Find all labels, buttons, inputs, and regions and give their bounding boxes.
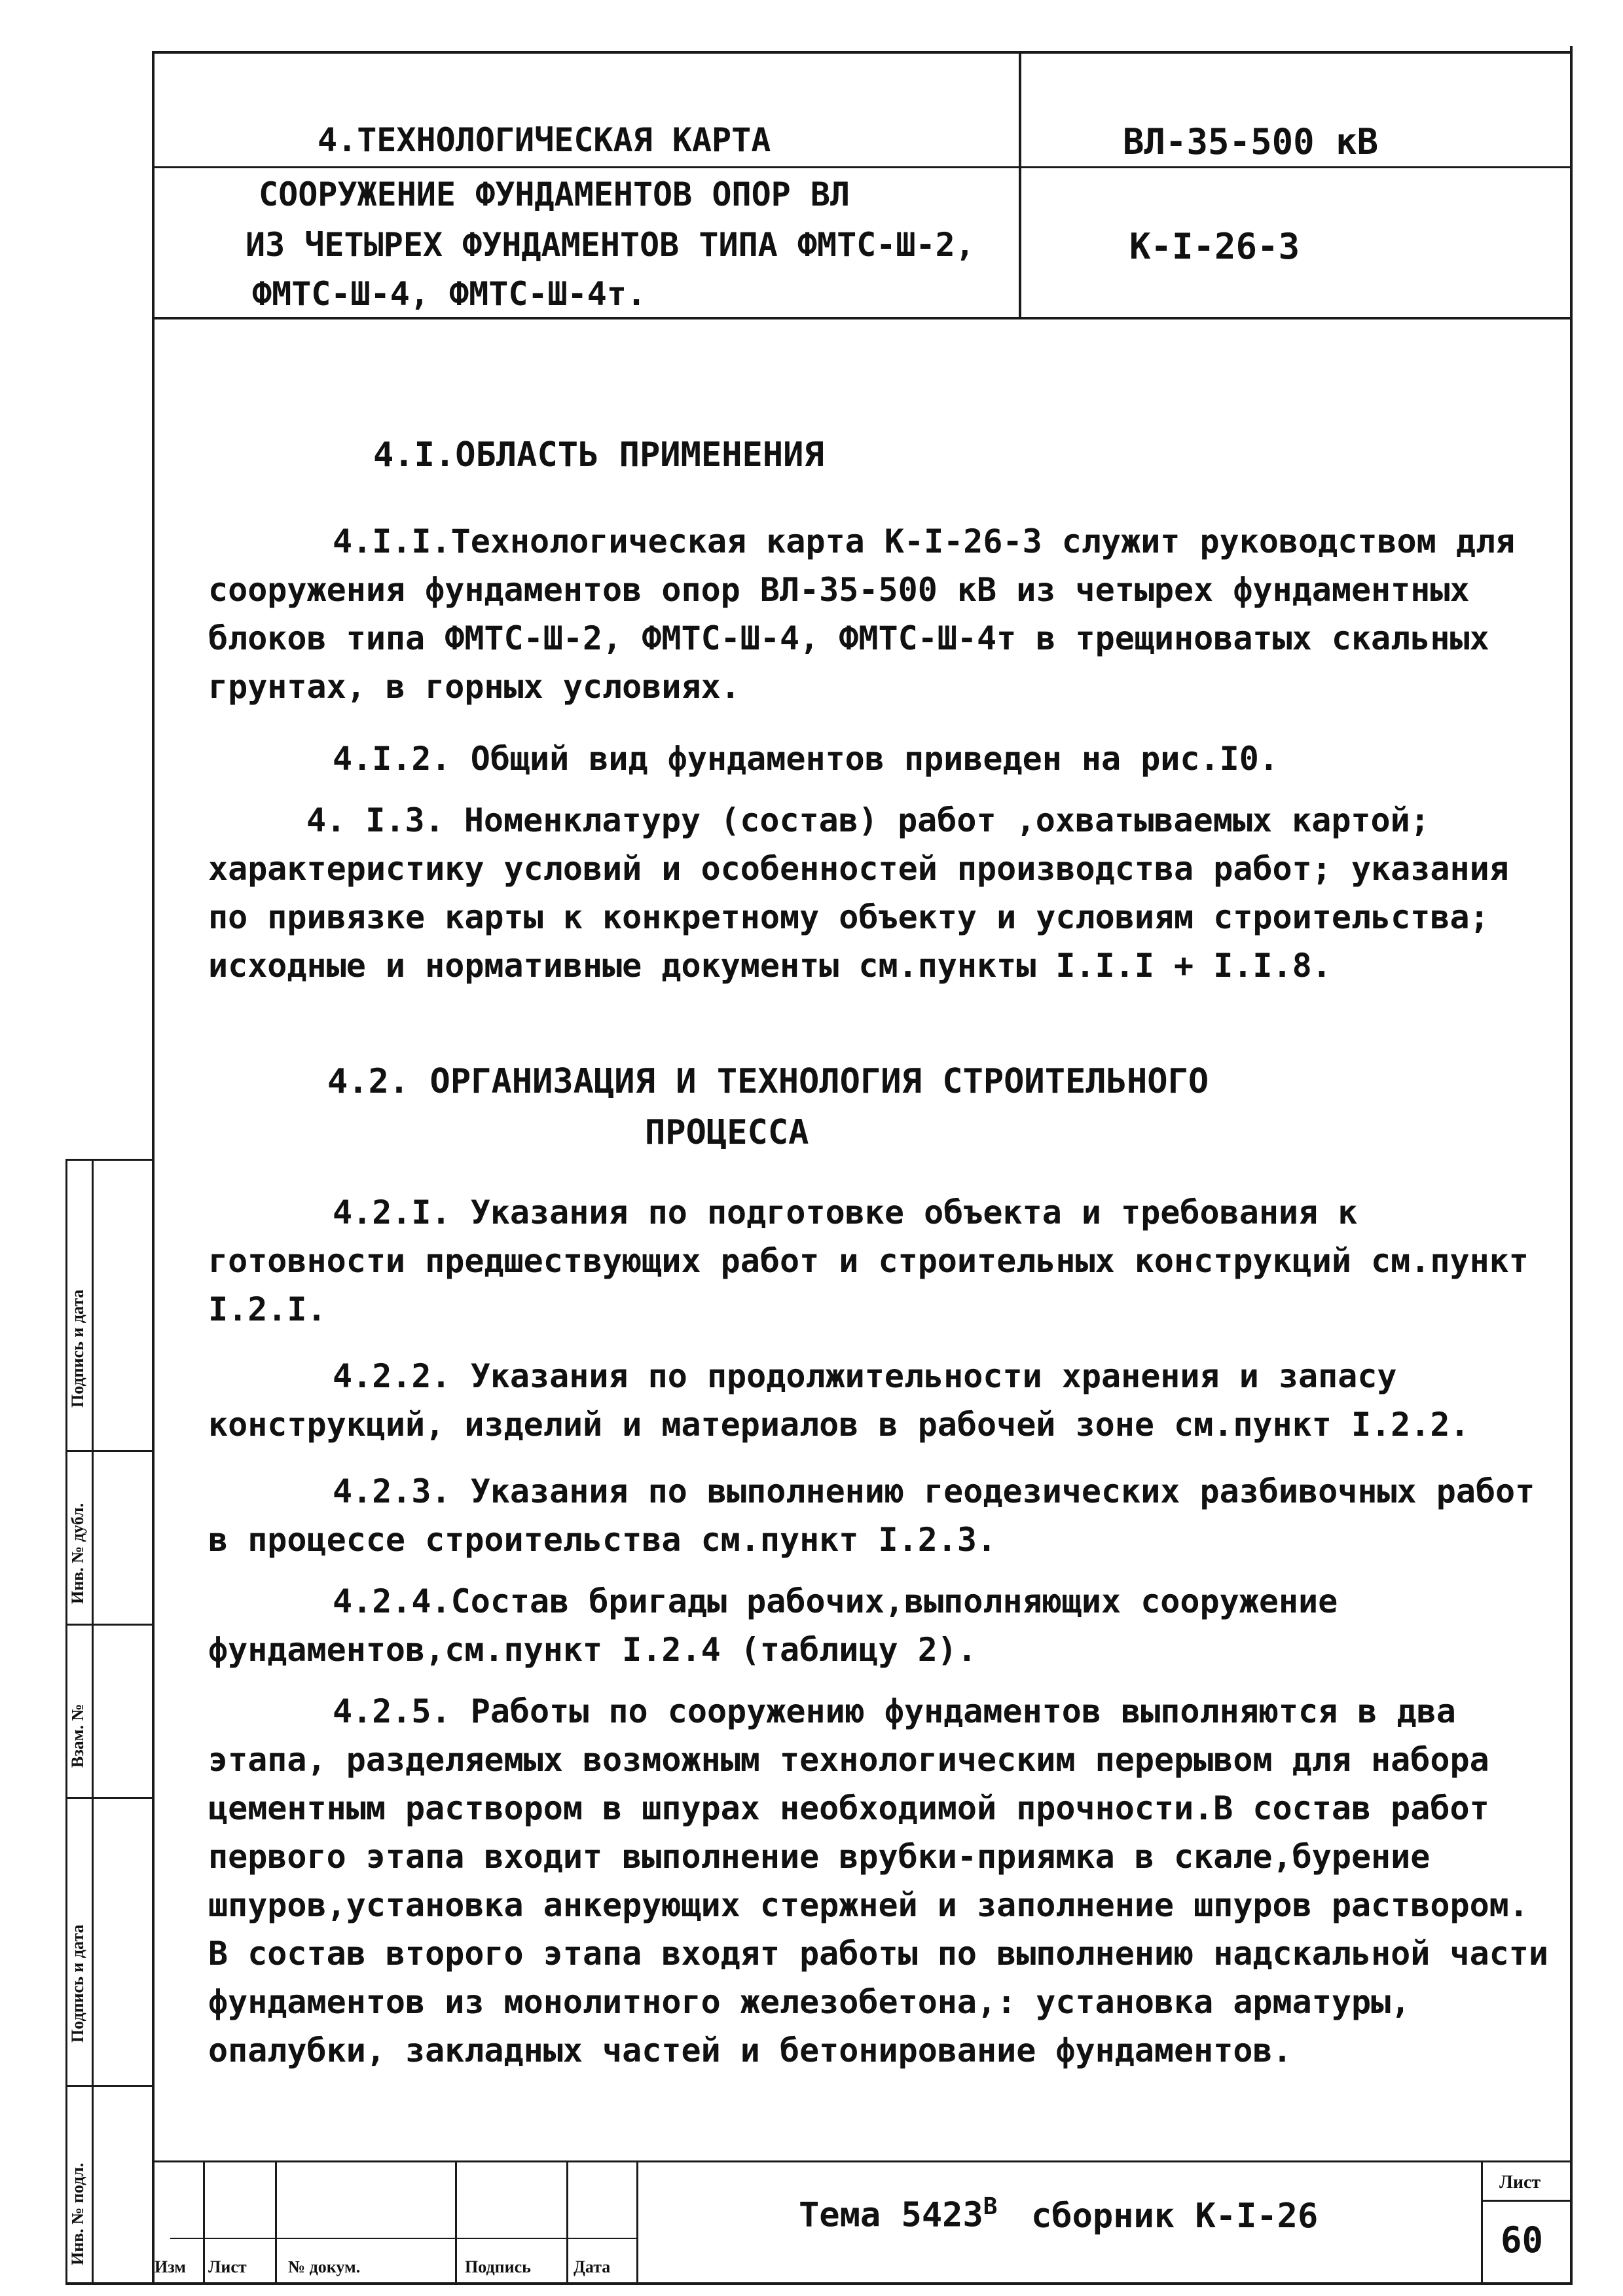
frame-right: [1570, 46, 1573, 2284]
side-label-vzam: Взам. №: [68, 1704, 87, 1768]
side-stamp-sep-4: [65, 2085, 154, 2087]
section-4-2-title-line-2: ПРОЦЕССА: [645, 1113, 809, 1152]
footer-sheet-row-line: [1481, 2200, 1573, 2202]
footer-tema-superscript: В: [983, 2193, 998, 2220]
footer-col-3: [455, 2162, 457, 2282]
side-stamp-sep-3: [65, 1797, 154, 1799]
side-stamp-top: [65, 1159, 154, 1161]
paragraph-4-2-5: 4.2.5. Работы по сооружению фундаментов выполняются в два этапа, разделяемых возможным технологическим перерывом для набора цементным раствором в шпурах необходимой прочности.В состав работ первого этапа входит выполнение врубки-приямка в скале,бурение шпуров,установка анкерующих стержней и заполнение шпуров раствором. В состав второго этапа входят работы по выполнению надскальной части фундаментов из монолитного железобетона,: установка арматуры, опалубки, закладных частей и бетонирование фундаментов.: [208, 1692, 1548, 2069]
frame-left: [152, 51, 155, 2284]
footer-sbornik: сборник К-I-26: [1031, 2196, 1319, 2236]
footer-label-sign: Подпись: [465, 2257, 531, 2276]
footer-label-doc: № докум.: [288, 2257, 361, 2276]
footer-col-2: [275, 2162, 277, 2282]
footer-col-1: [203, 2162, 205, 2282]
paragraph-4-1-3: 4. I.3. Номенклатуру (состав) работ ,охватываемых картой; характеристику условий и особенностей производства работ; указания по привязке карты к конкретному объекту и условиям строительства; исходные и нормативные документы см.пункты I.I.I + I.I.8.: [208, 801, 1509, 985]
side-label-inv-dubl: Инв. № дубл.: [68, 1503, 87, 1604]
footer-col-5: [636, 2162, 638, 2282]
footer-sheet-label: Лист: [1499, 2172, 1541, 2193]
paragraph-4-2-1: 4.2.I. Указания по подготовке объекта и требования к готовности предшествующих работ и строительных конструкций см.пункт I.2.I.: [208, 1194, 1529, 1328]
footer-tema: [799, 2193, 997, 2234]
paragraph-4-2-4: 4.2.4.Состав бригады рабочих,выполняющих сооружение фундаментов,см.пункт I.2.4 (таблицу 2).: [208, 1582, 1338, 1669]
paragraph-4-2-2: 4.2.2. Указания по продолжительности хранения и запасу конструкций, изделий и материалов в рабочей зоне см.пункт I.2.2.: [208, 1357, 1470, 1444]
section-4-2-body: [208, 1188, 1557, 2075]
side-stamp-sep-1: [65, 1450, 154, 1452]
voltage-range: ВЛ-35-500 кВ: [1123, 121, 1379, 162]
frame-top: [152, 51, 1573, 54]
footer-sheet-divider: [1481, 2162, 1483, 2282]
header-row-line: [152, 166, 1573, 168]
subtitle-line-2: ИЗ ЧЕТЫРЕХ ФУНДАМЕНТОВ ТИПА ФМТС-Ш-2,: [246, 226, 975, 264]
paragraph-4-1-1: 4.I.I.Технологическая карта К-I-26-3 служит руководством для сооружения фундаментов опор ВЛ-35-500 кВ из четырех фундаментных блоков типа ФМТС-Ш-2, ФМТС-Ш-4, ФМТС-Ш-4т в трещиноватых скальных грунтах, в горных условиях.: [208, 522, 1516, 706]
paragraph-4-1-2: 4.I.2. Общий вид фундаментов приведен на рис.I0.: [333, 740, 1279, 778]
section-4-1-body: [208, 517, 1557, 990]
footer-label-date: Дата: [574, 2257, 611, 2276]
side-label-sign-date-1: Подпись и дата: [68, 1924, 87, 2043]
subtitle-line-1: СООРУЖЕНИЕ ФУНДАМЕНТОВ ОПОР ВЛ: [259, 175, 850, 213]
side-label-inv-podl: Инв. № подл.: [68, 2162, 87, 2265]
section-4-2-title-line-1: 4.2. ОРГАНИЗАЦИЯ И ТЕХНОЛОГИЯ СТРОИТЕЛЬНОГО: [327, 1062, 1209, 1101]
side-stamp-left-edge: [65, 1159, 67, 2284]
header-bottom-line: [152, 317, 1573, 319]
footer-label-izm: Изм: [155, 2257, 187, 2276]
footer-top-line: [152, 2160, 1573, 2162]
footer-tema-text: Тема 5423: [799, 2195, 983, 2235]
side-stamp-sep-2: [65, 1624, 154, 1626]
footer-sheet-number: 60: [1501, 2219, 1544, 2261]
map-title: 4.ТЕХНОЛОГИЧЕСКАЯ КАРТА: [318, 121, 771, 159]
header-divider-vertical: [1019, 51, 1021, 318]
section-4-1-title: 4.I.ОБЛАСТЬ ПРИМЕНЕНИЯ: [373, 435, 824, 475]
paragraph-4-2-3: 4.2.3. Указания по выполнению геодезических разбивочных работ в процессе строительства см.пункт I.2.3.: [208, 1472, 1535, 1559]
footer-label-list: Лист: [208, 2257, 247, 2276]
side-label-sign-date-2: Подпись и дата: [68, 1289, 87, 1408]
side-stamp-inner-edge: [92, 1159, 94, 2284]
subtitle-line-3: ФМТС-Ш-4, ФМТС-Ш-4т.: [252, 275, 647, 313]
document-code: К-I-26-3: [1129, 226, 1300, 267]
footer-col-4: [566, 2162, 568, 2282]
frame-bottom: [65, 2282, 1573, 2285]
